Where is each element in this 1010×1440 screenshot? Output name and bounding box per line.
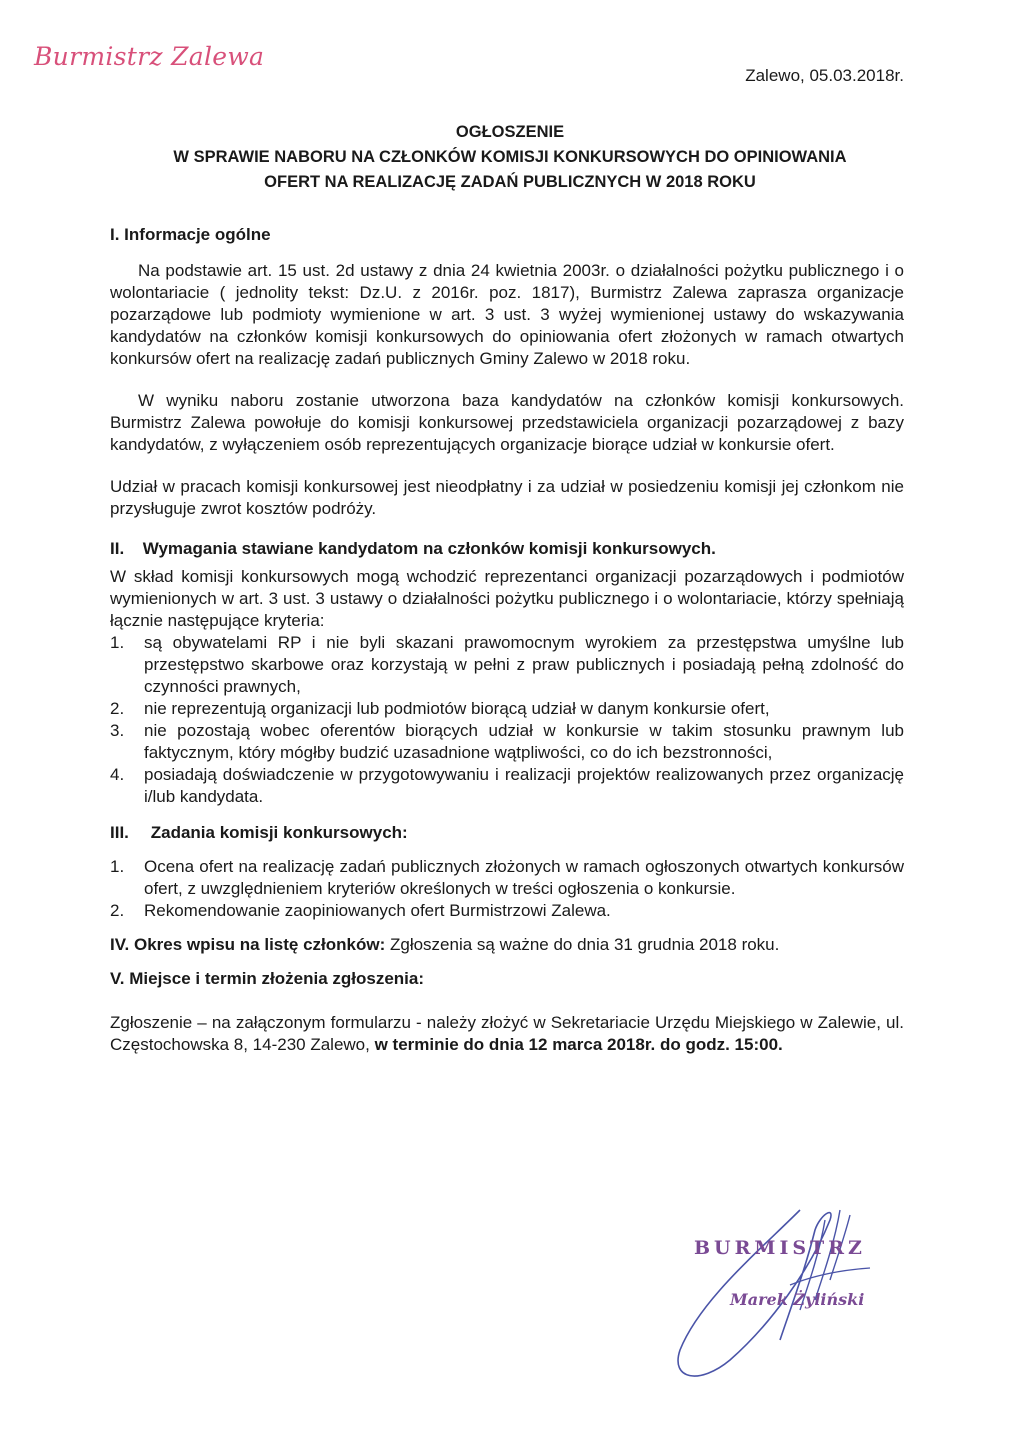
section-2-intro: W skład komisji konkursowych mogą wchodzić reprezentanci organizacji pozarządowych i podmiotów wymienionych w art. 3 ust. 3 ustawy o działalności pożytku publicznego i o wolontariacie, którzy spełniają łącznie następujące kryteria: [110,567,904,630]
section-1-paragraph-3: Udział w pracach komisji konkursowej jest nieodpłatny i za udział w posiedzeniu komisji jej członkom nie przysługuje zwrot kosztów podróży. [110,477,904,518]
document-title [110,120,910,195]
letterhead: Burmistrz Zalewa [34,42,265,71]
title-line-3: OFERT NA REALIZACJĘ ZADAŃ PUBLICZNYCH W 2018 ROKU [264,173,756,191]
section-3-heading [110,822,904,844]
list-item: 1. są obywatelami RP i nie byli skazani prawomocnym wyrokiem za przestępstwa umyślne lub przestępstwo skarbowe oraz korzystają w pełni z praw publicznych i posiadają pełną zdolność do czynności prawnych, [110,633,904,696]
section-3-number: III. [110,823,129,842]
section-4-text: Zgłoszenia są ważne do dnia 31 grudnia 2018 roku. [385,935,780,954]
section-2-number: II. [110,539,125,558]
list-item: 2. nie reprezentują organizacji lub podmiotów biorącą udział w danym konkursie ofert, [110,699,770,718]
stamp-title: BURMISTRZ [694,1237,866,1259]
title-line-1: OGŁOSZENIE [455,123,565,141]
title-line-2: W SPRAWIE NABORU NA CZŁONKÓW KOMISJI KONKURSOWYCH DO OPINIOWANIA [173,148,847,166]
section-4-number: IV. [110,935,130,954]
document-body [110,224,904,1056]
section-1-paragraph-2: W wyniku naboru zostanie utworzona baza kandydatów na członków komisji konkursowych. Burmistrz Zalewa powołuje do komisji konkursowej przedstawiciela organizacji pozarządowej z bazy kandydatów, z wyłączeniem osób reprezentujących organizacje biorące udział w konkursie ofert. [110,391,904,454]
section-5-title: Miejsce i termin złożenia zgłoszenia: [129,969,424,988]
list-item: 3. nie pozostają wobec oferentów biorących udział w konkursie w takim stosunku prawnym lub faktycznym, który mógłby budzić uzasadnione wątpliwości, co do ich bezstronności, [110,721,904,762]
section-4-heading: Okres wpisu na listę członków: [133,935,386,954]
section-1-heading: I. Informacje ogólne [110,225,271,244]
stamp-name: Marek Żyliński [730,1290,865,1309]
section-3-list [110,856,904,922]
list-item: 1. Ocena ofert na realizację zadań publicznych złożonych w ramach ogłoszonych otwartych konkursów ofert, z uwzględnieniem kryteriów określonych w treści ogłoszenia o konkursie. [110,857,904,898]
section-2-title: Wymagania stawiane kandydatom na członków komisji konkursowych. [142,539,716,558]
section-2-heading [110,538,904,560]
section-4 [110,934,904,956]
document-date: Zalewo, 05.03.2018r. [745,66,904,85]
section-2-list [110,632,904,808]
section-3-title: Zadania komisji konkursowych: [150,823,408,842]
list-item: 4. posiadają doświadczenie w przygotowywaniu i realizacji projektów realizowanych przez organizację i/lub kandydata. [110,765,904,806]
section-5-number: V. [110,969,125,988]
section-5-heading [110,968,904,990]
section-5-text: Zgłoszenie – na załączonym formularzu - należy złożyć w Sekretariacie Urzędu Miejskiego w Zalewie, ul. Częstochowska 8, 14-230 Zalewo, w terminie do dnia 12 marca 2018r. do godz. 15:00. [110,1013,904,1054]
section-1-paragraph-1: Na podstawie art. 15 ust. 2d ustawy z dnia 24 kwietnia 2003r. o działalności pożytku publicznego i o wolontariacie ( jednolity tekst: Dz.U. z 2016r. poz. 1817), Burmistrz Zalewa zaprasza organizacje pozarządowe lub podmioty wymienione w art. 3 ust. 3 wyżej wymienionej ustawy do wskazywania kandydatów na członków komisji konkursowych do opiniowania ofert złożonych w ramach otwartych konkursów ofert na realizację zadań publicznych Gminy Zalewo w 2018 roku. [110,261,904,368]
list-item: 2. Rekomendowanie zaopiniowanych ofert Burmistrzowi Zalewa. [110,901,611,920]
